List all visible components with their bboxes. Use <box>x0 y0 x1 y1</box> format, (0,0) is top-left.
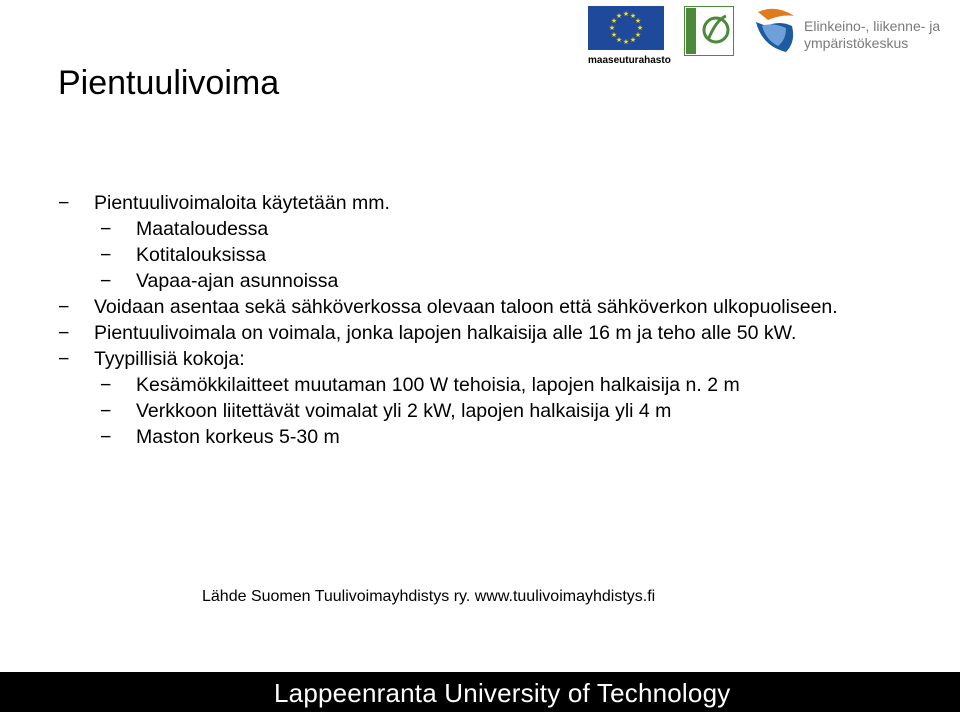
eu-stars-icon <box>588 6 664 50</box>
bullet-text: Verkkoon liitettävät voimalat yli 2 kW, lapojen halkaisija yli 4 m <box>136 400 672 422</box>
dash-icon: − <box>58 296 70 318</box>
svg-text:★: ★ <box>622 38 630 46</box>
eu-flag-icon <box>588 6 664 50</box>
sub-bullet-item <box>58 216 878 242</box>
svg-text:★: ★ <box>608 24 616 32</box>
svg-text:★: ★ <box>634 17 642 25</box>
bullet-text: Maataloudessa <box>136 218 269 240</box>
svg-text:★: ★ <box>636 24 644 32</box>
bullet-text: Vapaa-ajan asunnoissa <box>136 270 339 292</box>
bullet-item <box>58 346 878 372</box>
dash-icon: − <box>100 400 112 422</box>
leader-logo <box>684 6 734 56</box>
ely-emblem-icon <box>752 4 800 56</box>
footer-university-name: Lappeenranta University of Technology <box>274 678 731 708</box>
bullet-text: Kesämökkilaitteet muutaman 100 W tehoisia, lapojen halkaisija n. 2 m <box>136 374 740 396</box>
svg-text:★: ★ <box>629 12 637 20</box>
dash-icon: − <box>100 218 112 240</box>
sub-bullet-item <box>58 268 878 294</box>
bullet-text: Pientuulivoimaloita käytetään mm. <box>94 192 390 214</box>
svg-text:★: ★ <box>634 31 642 39</box>
ely-line-1: Elinkeino-, liikenne- ja <box>804 18 941 34</box>
dash-icon: − <box>100 244 112 266</box>
bullet-list <box>58 190 878 450</box>
ely-line-2: ympäristökeskus <box>804 35 909 51</box>
svg-text:★: ★ <box>615 12 623 20</box>
ely-name <box>804 18 940 52</box>
bullet-item <box>58 190 878 216</box>
dash-icon: − <box>100 270 112 292</box>
dash-icon: − <box>100 374 112 396</box>
bullet-text: Tyypillisiä kokoja: <box>94 348 245 370</box>
svg-text:★: ★ <box>622 10 630 18</box>
sub-bullet-item <box>58 398 878 424</box>
bullet-text: Kotitalouksissa <box>136 244 267 266</box>
dash-icon: − <box>58 192 70 214</box>
footer-bar <box>0 672 960 712</box>
bullet-text: Voidaan asentaa sekä sähköverkossa olevaan taloon että sähköverkon ulkopuoliseen. <box>94 296 838 318</box>
eu-caption: maaseuturahasto <box>588 55 671 66</box>
dash-icon: − <box>58 348 70 370</box>
bullet-item <box>58 294 878 320</box>
bullet-text: Pientuulivoimala on voimala, jonka lapojen halkaisija alle 16 m ja teho alle 50 kW. <box>94 322 797 344</box>
dash-icon: − <box>58 322 70 344</box>
eu-rural-fund-logo <box>588 6 671 66</box>
svg-text:★: ★ <box>610 17 618 25</box>
sub-bullet-item <box>58 242 878 268</box>
dash-icon: − <box>100 426 112 448</box>
ely-centre-logo <box>752 4 948 60</box>
sub-bullet-item <box>58 372 878 398</box>
svg-text:★: ★ <box>629 36 637 44</box>
bullet-item <box>58 320 878 346</box>
sub-bullet-item <box>58 424 878 450</box>
slide-title: Pientuulivoima <box>58 64 280 102</box>
svg-text:★: ★ <box>615 36 623 44</box>
source-note: Lähde Suomen Tuulivoimayhdistys ry. www.tuulivoimayhdistys.fi <box>202 588 656 605</box>
svg-text:★: ★ <box>610 31 618 39</box>
bullet-text: Maston korkeus 5-30 m <box>136 426 340 448</box>
